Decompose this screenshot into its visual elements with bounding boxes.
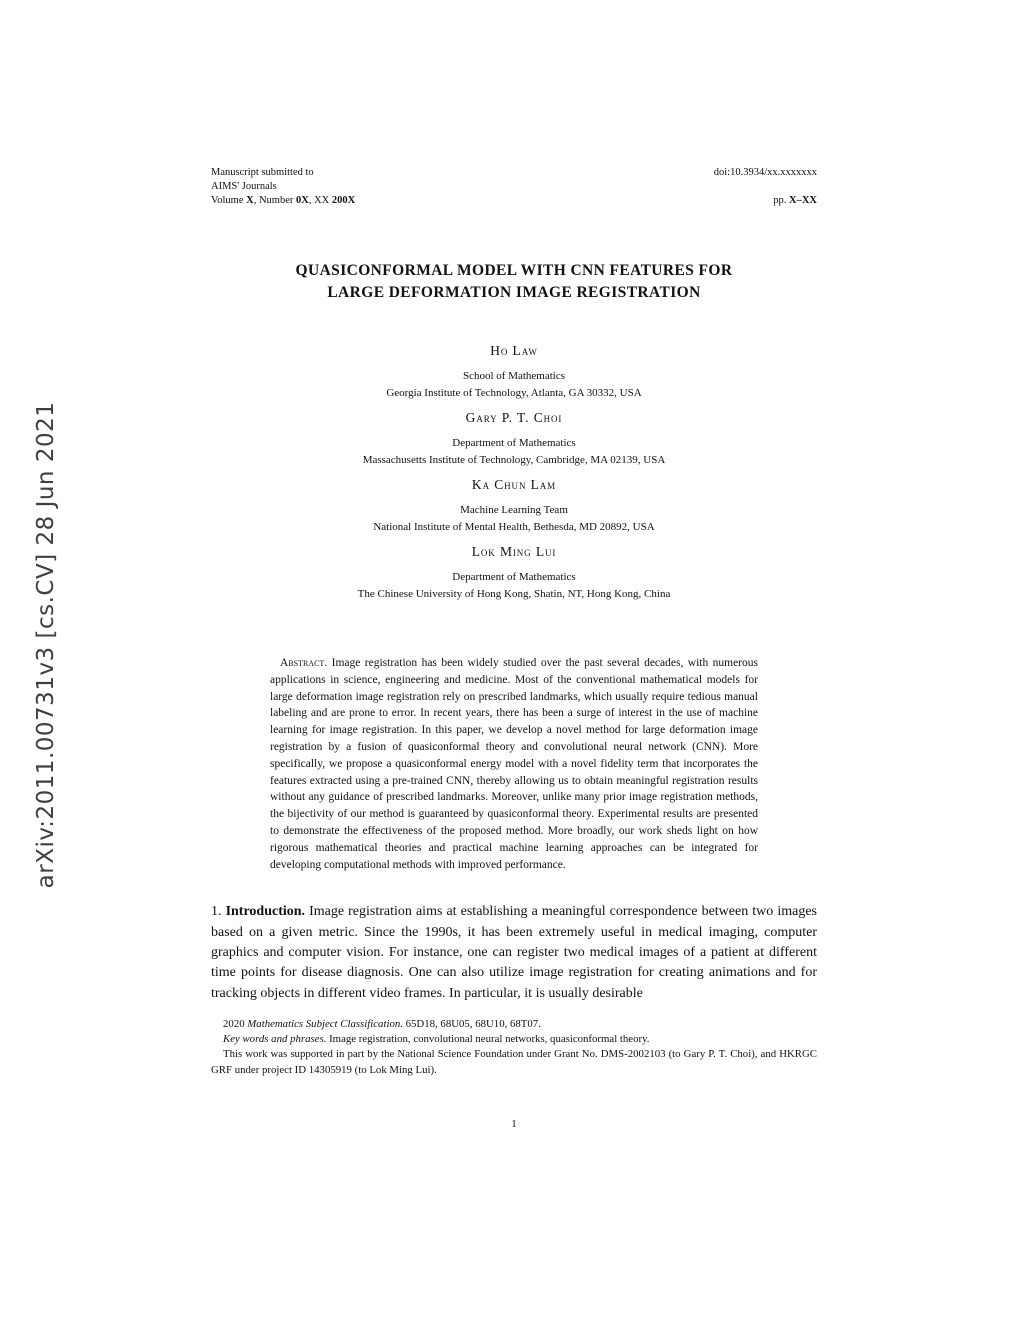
author-affiliation-dept: School of Mathematics bbox=[462, 370, 566, 382]
footnotes-section bbox=[211, 1017, 817, 1078]
author-affiliation-dept: Department of Mathematics bbox=[452, 437, 576, 449]
pages-line: pp. X–XX bbox=[773, 195, 817, 206]
paper-title-line2: LARGE DEFORMATION IMAGE REGISTRATION bbox=[327, 283, 701, 301]
journal-header bbox=[211, 166, 817, 208]
author-name: Lok Ming Lui bbox=[471, 544, 557, 559]
page-number: 1 bbox=[511, 1118, 517, 1131]
journal-header-left bbox=[211, 166, 355, 208]
manuscript-submitted-line: Manuscript submitted to bbox=[211, 167, 314, 178]
author-affiliation-inst: Massachusetts Institute of Technology, Cambridge, MA 02139, USA bbox=[362, 454, 666, 466]
footnote-msc: 2020 Mathematics Subject Classification. 65D18, 68U05, 68U10, 68T07. bbox=[223, 1017, 541, 1030]
journal-header-right bbox=[714, 166, 817, 208]
author-affiliation-dept: Department of Mathematics bbox=[452, 571, 576, 583]
author-name: Gary P. T. Choi bbox=[465, 410, 563, 425]
author-block bbox=[211, 544, 817, 603]
introduction-paragraph: 1. Introduction. Image registration aims at establishing a meaningful correspondence between two images based on a given metric. Since the 1990s, it has been extremely useful in medical imaging, computer graphics and computer vision. For instance, one can register two medical images of a patient at different time points for disease diagnosis. One can also utilize image registration for creating animations and for tracking objects in different video frames. In particular, it is usually desirable bbox=[211, 904, 817, 1001]
author-block bbox=[211, 477, 817, 536]
paper-page bbox=[211, 166, 817, 1130]
author-name: Ka Chun Lam bbox=[471, 477, 557, 492]
abstract-text: Abstract. Image registration has been widely studied over the past several decades, with numerous applications in science, engineering and medicine. Most of the conventional mathematical models for large deformation image registration rely on prescribed landmarks, which usually require tedious manual labeling and are prone to error. In recent years, there has been a surge of interest in the use of machine learning for image registration. In this paper, we develop a novel method for large deformation image registration by a fusion of quasiconformal theory and convolutional neural network (CNN). More specifically, we propose a quasiconformal energy model with a novel fidelity term that incorporates the features extracted using a pre-trained CNN, thereby allowing us to obtain meaningful registration results without any guidance of prescribed landmarks. Moreover, unlike many prior image registration methods, the bijectivity of our method is guaranteed by quasiconformal theory. Experimental results are presented to demonstrate the effectiveness of the proposed method. More broadly, our work sheds light on how rigorous mathematical theories and practical machine learning approaches can be integrated for developing computational methods with improved performance. bbox=[270, 657, 758, 871]
abstract-section bbox=[270, 655, 758, 873]
volume-line: Volume X, Number 0X, XX 200X bbox=[211, 195, 356, 206]
doi-line: doi:10.3934/xx.xxxxxxx bbox=[713, 167, 817, 178]
author-name: Ho Law bbox=[490, 343, 538, 358]
author-block bbox=[211, 410, 817, 469]
arxiv-watermark: arXiv:2011.00731v3 [cs.CV] 28 Jun 2021 bbox=[33, 401, 59, 889]
author-block bbox=[211, 343, 817, 402]
paper-title bbox=[211, 260, 817, 303]
author-affiliation-dept: Machine Learning Team bbox=[460, 504, 568, 516]
author-affiliation-inst: Georgia Institute of Technology, Atlanta, GA 30332, USA bbox=[386, 387, 642, 399]
journal-name: AIMS' Journals bbox=[211, 181, 277, 192]
author-list bbox=[211, 343, 817, 603]
author-affiliation-inst: National Institute of Mental Health, Bethesda, MD 20892, USA bbox=[373, 521, 655, 533]
paper-title-line1: QUASICONFORMAL MODEL WITH CNN FEATURES FOR bbox=[295, 262, 733, 279]
footnote-keywords: Key words and phrases. Image registration, convolutional neural networks, quasiconformal theory. bbox=[223, 1033, 650, 1046]
author-affiliation-inst: The Chinese University of Hong Kong, Shatin, NT, Hong Kong, China bbox=[357, 588, 671, 600]
footnote-funding: This work was supported in part by the National Science Foundation under Grant No. DMS-2002103 (to Gary P. T. Choi), and HKRGC GRF under project ID 14305919 (to Lok Ming Lui). bbox=[211, 1048, 817, 1076]
